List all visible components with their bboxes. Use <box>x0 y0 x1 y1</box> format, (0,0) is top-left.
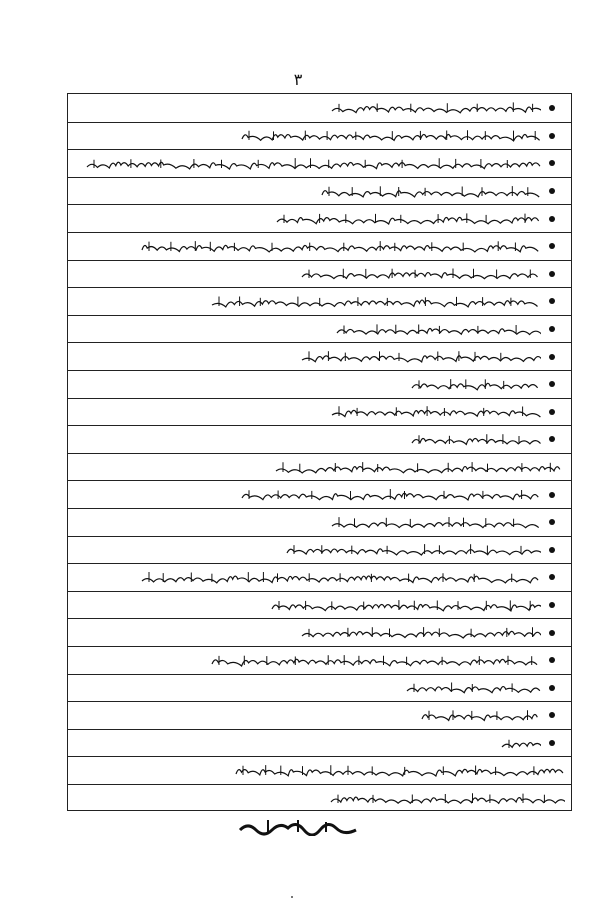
handwritten-script-glyphs <box>271 599 541 613</box>
list-item <box>68 674 571 702</box>
handwritten-script-glyphs <box>276 212 541 226</box>
handwritten-script-glyphs <box>331 405 541 419</box>
script-text <box>141 240 541 253</box>
bullet-icon <box>549 657 555 663</box>
handwritten-script-glyphs <box>241 129 541 143</box>
bullet-icon <box>549 740 555 746</box>
script-text <box>141 571 541 584</box>
bullet-icon <box>549 547 555 553</box>
outline-table <box>67 93 572 811</box>
handwritten-script-glyphs <box>301 267 541 281</box>
handwritten-script-glyphs <box>330 792 565 806</box>
list-item <box>68 729 571 757</box>
script-text <box>235 764 565 777</box>
section-title-script <box>0 818 596 836</box>
list-item <box>68 480 571 508</box>
page-number: ٣ <box>293 70 303 89</box>
script-text <box>331 405 541 418</box>
bullet-icon <box>549 519 555 525</box>
handwritten-script-glyphs <box>336 323 541 337</box>
script-text <box>331 101 541 114</box>
list-item <box>68 315 571 343</box>
script-text <box>241 129 541 142</box>
list-item <box>68 646 571 674</box>
list-item <box>68 287 571 315</box>
list-item <box>68 536 571 564</box>
stray-mark <box>291 896 293 898</box>
bullet-icon <box>549 409 555 415</box>
handwritten-script-glyphs <box>235 764 565 778</box>
bullet-icon <box>549 436 555 442</box>
handwritten-script-glyphs <box>501 737 541 751</box>
script-text <box>501 737 541 750</box>
script-text <box>331 516 541 529</box>
handwritten-script-glyphs <box>321 185 541 199</box>
bullet-icon <box>549 602 555 608</box>
script-text <box>330 792 565 805</box>
list-item <box>68 563 571 591</box>
list-item <box>68 149 571 177</box>
script-text <box>276 212 541 225</box>
list-item <box>68 177 571 205</box>
bullet-icon <box>549 326 555 332</box>
handwritten-script-glyphs <box>86 157 541 171</box>
script-text <box>336 323 541 336</box>
list-item <box>68 232 571 260</box>
list-item <box>68 204 571 232</box>
handwritten-script-glyphs <box>286 543 541 557</box>
section-heading-row <box>68 453 571 481</box>
script-text <box>411 378 541 391</box>
script-text <box>275 461 565 474</box>
bullet-icon <box>549 354 555 360</box>
section-heading-row <box>68 756 571 784</box>
bullet-icon <box>549 160 555 166</box>
script-text <box>211 654 541 667</box>
list-item <box>68 94 571 122</box>
list-item <box>68 370 571 398</box>
script-text <box>411 433 541 446</box>
bullet-icon <box>549 685 555 691</box>
bullet-icon <box>549 574 555 580</box>
bullet-icon <box>549 712 555 718</box>
handwritten-script-glyphs <box>211 295 541 309</box>
bullet-icon <box>549 492 555 498</box>
script-text <box>271 599 541 612</box>
handwritten-script-glyphs <box>238 818 358 836</box>
handwritten-script-glyphs <box>406 681 541 695</box>
section-heading-row <box>68 784 571 812</box>
bullet-icon <box>549 188 555 194</box>
script-text <box>406 681 541 694</box>
handwritten-script-glyphs <box>241 488 541 502</box>
handwritten-script-glyphs <box>141 240 541 254</box>
bullet-icon <box>549 271 555 277</box>
script-text <box>301 626 541 639</box>
script-text <box>301 267 541 280</box>
script-text <box>211 295 541 308</box>
bullet-icon <box>549 105 555 111</box>
bullet-icon <box>549 133 555 139</box>
bullet-icon <box>549 298 555 304</box>
script-text <box>301 350 541 363</box>
handwritten-script-glyphs <box>331 516 541 530</box>
list-item <box>68 342 571 370</box>
handwritten-script-glyphs <box>331 101 541 115</box>
bullet-icon <box>549 243 555 249</box>
handwritten-script-glyphs <box>411 433 541 447</box>
script-text <box>321 185 541 198</box>
handwritten-script-glyphs <box>301 350 541 364</box>
script-text <box>241 488 541 501</box>
script-text <box>421 709 541 722</box>
list-item <box>68 508 571 536</box>
bullet-icon <box>549 381 555 387</box>
list-item <box>68 618 571 646</box>
handwritten-script-glyphs <box>211 654 541 668</box>
list-item <box>68 425 571 453</box>
list-item <box>68 122 571 150</box>
list-item <box>68 701 571 729</box>
bullet-icon <box>549 630 555 636</box>
handwritten-script-glyphs <box>421 709 541 723</box>
list-item <box>68 591 571 619</box>
script-text <box>86 157 541 170</box>
handwritten-script-glyphs <box>141 571 541 585</box>
list-item <box>68 398 571 426</box>
script-text <box>286 543 541 556</box>
handwritten-script-glyphs <box>411 378 541 392</box>
list-item <box>68 260 571 288</box>
handwritten-script-glyphs <box>275 461 565 475</box>
handwritten-script-glyphs <box>301 626 541 640</box>
bullet-icon <box>549 216 555 222</box>
